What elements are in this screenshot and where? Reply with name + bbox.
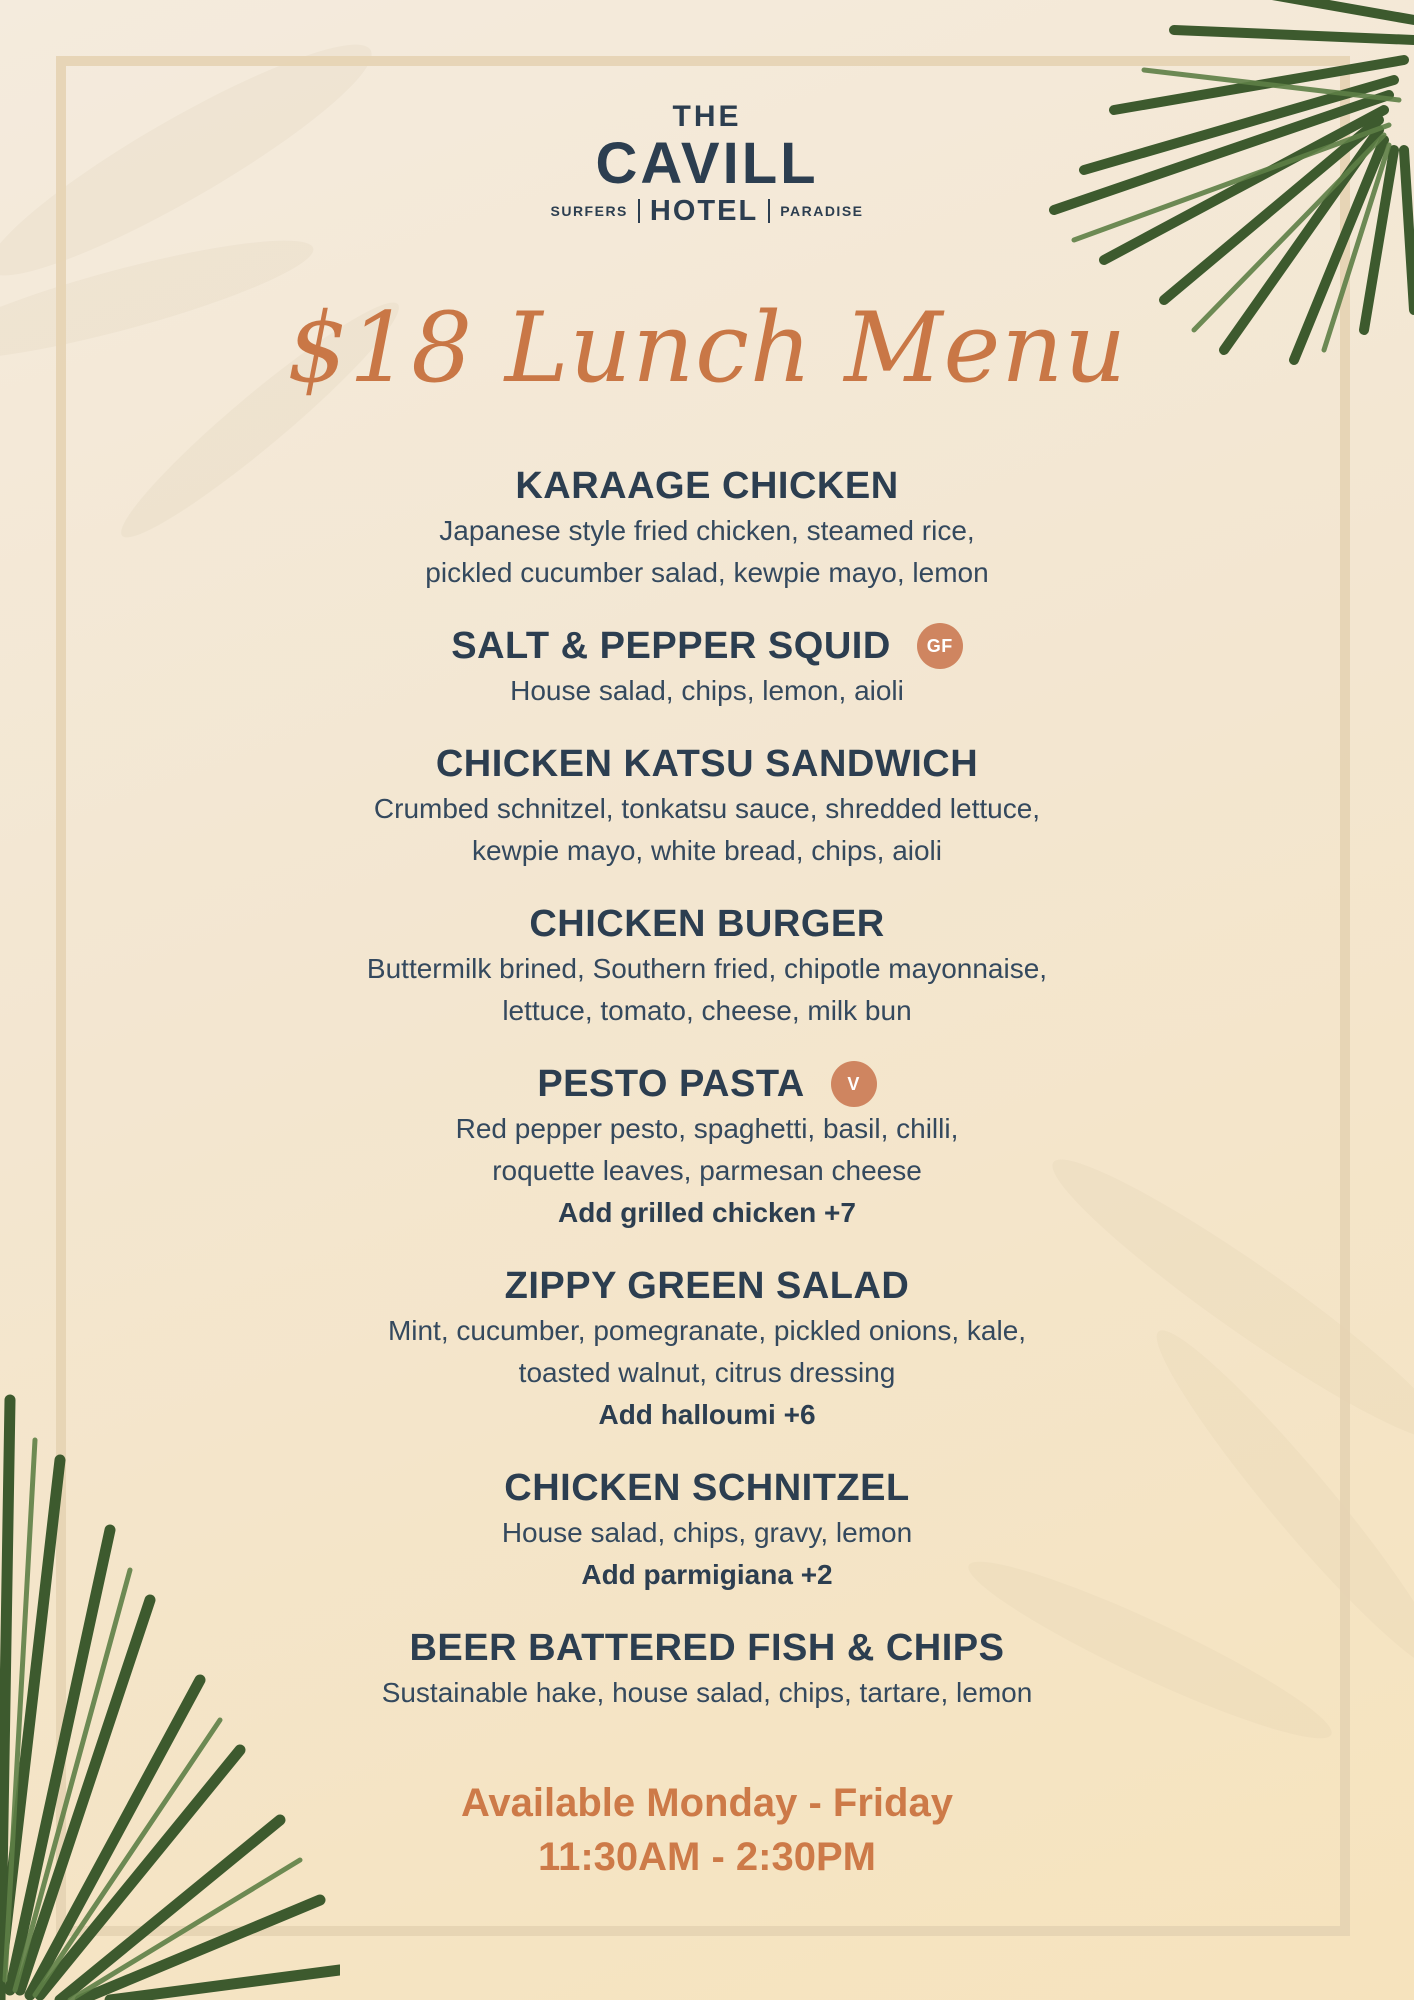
menu-item <box>257 740 1157 872</box>
menu-item-description: Japanese style fried chicken, steamed rice, <box>439 515 975 546</box>
logo-paradise: PARADISE <box>780 203 864 219</box>
menu-item-name: ZIPPY GREEN SALAD <box>504 1265 910 1307</box>
logo-divider <box>638 199 640 223</box>
menu-item-description: pickled cucumber salad, kewpie mayo, lemon <box>425 557 989 588</box>
menu-item-name-row <box>504 1464 909 1512</box>
dietary-badge: GF <box>917 623 963 669</box>
menu-item-name-row <box>409 1624 1004 1672</box>
menu-item-name: CHICKEN KATSU SANDWICH <box>435 743 979 785</box>
menu-item-description: House salad, chips, gravy, lemon <box>501 1517 913 1548</box>
menu-item-addon: Add grilled chicken +7 <box>558 1197 856 1228</box>
menu-title: $18 Lunch Menu <box>286 292 1128 404</box>
menu-item-description: lettuce, tomato, cheese, milk bun <box>502 995 912 1026</box>
logo-divider <box>768 199 770 223</box>
hotel-logo <box>0 100 1414 226</box>
logo-subline <box>0 196 1414 226</box>
logo-hotel: HOTEL <box>649 195 759 227</box>
menu-item-description: Sustainable hake, house salad, chips, tartare, lemon <box>381 1677 1033 1708</box>
menu-item-name: KARAAGE CHICKEN <box>515 465 899 507</box>
availability-block <box>0 1776 1414 1884</box>
menu-list <box>257 462 1157 1742</box>
menu-item-description: House salad, chips, lemon, aioli <box>510 675 904 706</box>
menu-item <box>257 1624 1157 1714</box>
menu-item-addon: Add parmigiana +2 <box>581 1559 833 1590</box>
dietary-badge: V <box>831 1061 877 1107</box>
menu-item <box>257 900 1157 1032</box>
availability-days: Available Monday - Friday <box>461 1781 953 1825</box>
menu-item-name-row <box>436 740 978 788</box>
logo-cavill: CAVILL <box>595 131 819 196</box>
logo-surfers: SURFERS <box>550 203 628 219</box>
menu-item-name: SALT & PEPPER SQUID <box>451 625 891 667</box>
menu-item <box>257 1060 1157 1234</box>
menu-item-description: roquette leaves, parmesan cheese <box>492 1155 922 1186</box>
menu-item-description: kewpie mayo, white bread, chips, aioli <box>471 835 942 866</box>
menu-item-description: Buttermilk brined, Southern fried, chipotle mayonnaise, <box>366 953 1048 984</box>
menu-item-name-row <box>515 462 898 510</box>
availability-hours: 11:30AM - 2:30PM <box>538 1835 876 1879</box>
menu-item-name-row <box>537 1060 876 1108</box>
menu-item-description: Red pepper pesto, spaghetti, basil, chilli, <box>455 1113 959 1144</box>
menu-item-name-row <box>529 900 884 948</box>
menu-item-description: Mint, cucumber, pomegranate, pickled onions, kale, <box>387 1315 1027 1346</box>
menu-item-name: CHICKEN BURGER <box>529 903 885 945</box>
menu-item-description: Crumbed schnitzel, tonkatsu sauce, shredded lettuce, <box>373 793 1041 824</box>
menu-item-name-row <box>505 1262 910 1310</box>
menu-item <box>257 622 1157 712</box>
menu-item-name: BEER BATTERED FISH & CHIPS <box>409 1627 1005 1669</box>
menu-item-name: PESTO PASTA <box>537 1063 805 1105</box>
menu-item <box>257 1464 1157 1596</box>
menu-item-description: toasted walnut, citrus dressing <box>518 1357 896 1388</box>
menu-item-addon: Add halloumi +6 <box>598 1399 816 1430</box>
logo-the: THE <box>672 100 742 133</box>
menu-item <box>257 1262 1157 1436</box>
menu-item-name: CHICKEN SCHNITZEL <box>504 1467 910 1509</box>
menu-item-name-row <box>451 622 963 670</box>
menu-item <box>257 462 1157 594</box>
